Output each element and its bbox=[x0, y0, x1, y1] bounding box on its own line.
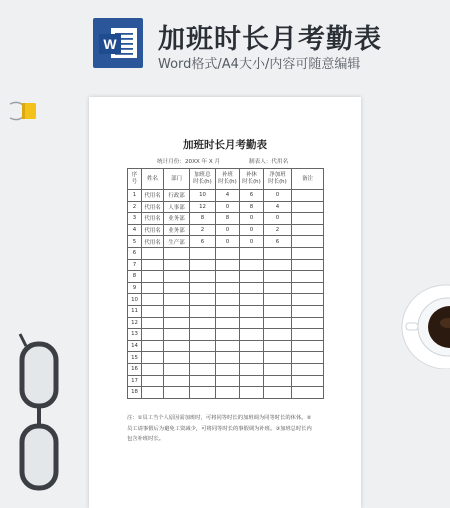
cell-overtime-total bbox=[190, 305, 216, 317]
cell-overtime-total bbox=[190, 259, 216, 271]
cell-comp-leave: 0 bbox=[240, 236, 264, 248]
cell-net-overtime bbox=[264, 247, 292, 259]
cell-remarks bbox=[292, 317, 324, 329]
cell-overtime-total: 2 bbox=[190, 224, 216, 236]
cell-dept bbox=[164, 352, 190, 364]
cell-overtime-total bbox=[190, 387, 216, 399]
cell-name: 代用名 bbox=[142, 201, 164, 213]
cell-index: 9 bbox=[128, 282, 142, 294]
cell-net-overtime bbox=[264, 282, 292, 294]
cell-dept bbox=[164, 329, 190, 341]
cell-dept: 人事部 bbox=[164, 201, 190, 213]
cell-index: 7 bbox=[128, 259, 142, 271]
cell-name: 代用名 bbox=[142, 224, 164, 236]
cell-remarks bbox=[292, 213, 324, 225]
overtime-table bbox=[127, 168, 324, 399]
cell-dept: 生产部 bbox=[164, 236, 190, 248]
cell-makeup-shift bbox=[216, 375, 240, 387]
cell-dept bbox=[164, 305, 190, 317]
cell-comp-leave bbox=[240, 387, 264, 399]
cell-comp-leave bbox=[240, 247, 264, 259]
cell-comp-leave: 6 bbox=[240, 190, 264, 202]
cell-makeup-shift: 4 bbox=[216, 190, 240, 202]
table-row bbox=[128, 387, 324, 399]
cell-net-overtime: 2 bbox=[264, 224, 292, 236]
cell-remarks bbox=[292, 363, 324, 375]
cell-makeup-shift bbox=[216, 352, 240, 364]
cell-overtime-total bbox=[190, 271, 216, 283]
cell-dept bbox=[164, 387, 190, 399]
document-page bbox=[89, 97, 361, 508]
cell-remarks bbox=[292, 282, 324, 294]
footnote-line: 包含补班时长。 bbox=[127, 436, 165, 442]
cell-net-overtime bbox=[264, 387, 292, 399]
table-row bbox=[128, 305, 324, 317]
cell-index: 3 bbox=[128, 213, 142, 225]
cell-comp-leave bbox=[240, 352, 264, 364]
table-row bbox=[128, 329, 324, 341]
stat-month: 统计月份：20XX 年 X 月 bbox=[157, 159, 221, 165]
cell-name bbox=[142, 329, 164, 341]
cell-name bbox=[142, 387, 164, 399]
cell-overtime-total: 6 bbox=[190, 236, 216, 248]
cell-overtime-total: 12 bbox=[190, 201, 216, 213]
cell-net-overtime bbox=[264, 294, 292, 306]
col-header: 加班总 时长(h) bbox=[190, 169, 216, 190]
table-row bbox=[128, 236, 324, 248]
cell-overtime-total bbox=[190, 317, 216, 329]
cell-name bbox=[142, 305, 164, 317]
cell-remarks bbox=[292, 340, 324, 352]
table-row bbox=[128, 224, 324, 236]
table-row bbox=[128, 340, 324, 352]
cell-comp-leave bbox=[240, 259, 264, 271]
cell-dept bbox=[164, 317, 190, 329]
table-row bbox=[128, 352, 324, 364]
cell-remarks bbox=[292, 294, 324, 306]
table-row bbox=[128, 259, 324, 271]
cell-comp-leave bbox=[240, 282, 264, 294]
cell-remarks bbox=[292, 387, 324, 399]
cell-makeup-shift bbox=[216, 340, 240, 352]
cell-index: 11 bbox=[128, 305, 142, 317]
cell-dept bbox=[164, 247, 190, 259]
cell-overtime-total bbox=[190, 340, 216, 352]
cell-name bbox=[142, 340, 164, 352]
cell-overtime-total bbox=[190, 375, 216, 387]
cell-name bbox=[142, 294, 164, 306]
cell-name bbox=[142, 363, 164, 375]
cell-net-overtime bbox=[264, 375, 292, 387]
cell-comp-leave bbox=[240, 271, 264, 283]
cell-name bbox=[142, 271, 164, 283]
cell-remarks bbox=[292, 375, 324, 387]
cell-index: 18 bbox=[128, 387, 142, 399]
cell-overtime-total bbox=[190, 329, 216, 341]
cell-remarks bbox=[292, 201, 324, 213]
cell-makeup-shift: 0 bbox=[216, 201, 240, 213]
cell-index: 4 bbox=[128, 224, 142, 236]
page-title: 加班时长月考勤表 bbox=[158, 24, 382, 55]
cell-makeup-shift: 8 bbox=[216, 213, 240, 225]
cell-name bbox=[142, 259, 164, 271]
cell-index: 12 bbox=[128, 317, 142, 329]
cell-remarks bbox=[292, 329, 324, 341]
cell-net-overtime bbox=[264, 271, 292, 283]
cell-dept bbox=[164, 271, 190, 283]
col-header: 姓名 bbox=[142, 169, 164, 190]
cell-comp-leave: 0 bbox=[240, 224, 264, 236]
banner bbox=[0, 0, 450, 80]
cell-makeup-shift bbox=[216, 294, 240, 306]
cell-makeup-shift bbox=[216, 363, 240, 375]
cell-net-overtime bbox=[264, 340, 292, 352]
cell-overtime-total: 8 bbox=[190, 213, 216, 225]
footnote-line: 注：①员工当个人原因需加班时，可将同等时长的加班调为同等时长的休休。② bbox=[127, 415, 312, 421]
cell-dept bbox=[164, 259, 190, 271]
col-header: 序 号 bbox=[128, 169, 142, 190]
cell-net-overtime: 0 bbox=[264, 213, 292, 225]
cell-overtime-total bbox=[190, 352, 216, 364]
table-row bbox=[128, 213, 324, 225]
table-row bbox=[128, 271, 324, 283]
cell-name: 代用名 bbox=[142, 236, 164, 248]
footnote-line: 员工请事假后为避免工资减少，可将同等时长的事假调为补班。③加班总时长内 bbox=[127, 425, 312, 432]
cell-remarks bbox=[292, 224, 324, 236]
cell-index: 14 bbox=[128, 340, 142, 352]
cell-makeup-shift bbox=[216, 271, 240, 283]
table-body bbox=[128, 190, 324, 399]
cell-makeup-shift bbox=[216, 387, 240, 399]
cell-overtime-total: 10 bbox=[190, 190, 216, 202]
cell-name: 代用名 bbox=[142, 190, 164, 202]
cell-net-overtime: 4 bbox=[264, 201, 292, 213]
cell-dept bbox=[164, 363, 190, 375]
table-row bbox=[128, 190, 324, 202]
cell-net-overtime bbox=[264, 305, 292, 317]
cell-comp-leave bbox=[240, 317, 264, 329]
col-header: 补休 时长(h) bbox=[240, 169, 264, 190]
word-document-icon bbox=[93, 18, 143, 68]
cell-net-overtime bbox=[264, 259, 292, 271]
cell-name bbox=[142, 317, 164, 329]
cell-name bbox=[142, 247, 164, 259]
cell-makeup-shift bbox=[216, 317, 240, 329]
cell-dept bbox=[164, 340, 190, 352]
cell-index: 1 bbox=[128, 190, 142, 202]
table-maker: 制表人：代用名 bbox=[249, 159, 289, 165]
cell-comp-leave bbox=[240, 329, 264, 341]
table-row bbox=[128, 201, 324, 213]
page-subtitle: Word格式/A4大小/内容可随意编辑 bbox=[158, 57, 361, 72]
cell-makeup-shift bbox=[216, 247, 240, 259]
cell-makeup-shift bbox=[216, 305, 240, 317]
table-row bbox=[128, 247, 324, 259]
svg-text:W: W bbox=[103, 36, 117, 52]
cell-net-overtime bbox=[264, 329, 292, 341]
table-row bbox=[128, 294, 324, 306]
cell-comp-leave bbox=[240, 363, 264, 375]
cell-name bbox=[142, 282, 164, 294]
cell-comp-leave bbox=[240, 375, 264, 387]
cell-index: 6 bbox=[128, 247, 142, 259]
cell-name bbox=[142, 375, 164, 387]
cell-dept bbox=[164, 294, 190, 306]
cell-remarks bbox=[292, 236, 324, 248]
table-row bbox=[128, 282, 324, 294]
col-header: 部门 bbox=[164, 169, 190, 190]
table-row bbox=[128, 317, 324, 329]
cell-index: 2 bbox=[128, 201, 142, 213]
cell-name bbox=[142, 352, 164, 364]
col-header: 备注 bbox=[292, 169, 324, 190]
cell-net-overtime bbox=[264, 317, 292, 329]
cell-overtime-total bbox=[190, 247, 216, 259]
cell-makeup-shift bbox=[216, 259, 240, 271]
eyeglasses-icon bbox=[12, 330, 68, 500]
cell-comp-leave: 0 bbox=[240, 213, 264, 225]
cell-comp-leave bbox=[240, 305, 264, 317]
cell-comp-leave bbox=[240, 294, 264, 306]
cell-remarks bbox=[292, 259, 324, 271]
cell-net-overtime bbox=[264, 363, 292, 375]
cell-index: 15 bbox=[128, 352, 142, 364]
cell-remarks bbox=[292, 271, 324, 283]
cell-net-overtime: 0 bbox=[264, 190, 292, 202]
table-row bbox=[128, 375, 324, 387]
cell-index: 8 bbox=[128, 271, 142, 283]
cell-index: 13 bbox=[128, 329, 142, 341]
cell-index: 17 bbox=[128, 375, 142, 387]
cell-dept: 行政部 bbox=[164, 190, 190, 202]
footnote bbox=[127, 413, 325, 445]
cell-makeup-shift: 0 bbox=[216, 236, 240, 248]
cell-comp-leave bbox=[240, 340, 264, 352]
col-header: 净加班 时长(h) bbox=[264, 169, 292, 190]
cell-dept bbox=[164, 282, 190, 294]
cell-net-overtime bbox=[264, 352, 292, 364]
cell-remarks bbox=[292, 190, 324, 202]
table-header-row bbox=[128, 169, 324, 190]
cell-makeup-shift bbox=[216, 329, 240, 341]
cell-overtime-total bbox=[190, 363, 216, 375]
cell-index: 10 bbox=[128, 294, 142, 306]
table-row bbox=[128, 363, 324, 375]
cell-remarks bbox=[292, 352, 324, 364]
cell-name: 代用名 bbox=[142, 213, 164, 225]
cell-overtime-total bbox=[190, 294, 216, 306]
coffee-cup-icon bbox=[400, 283, 450, 369]
cell-makeup-shift bbox=[216, 282, 240, 294]
col-header: 补班 时长(h) bbox=[216, 169, 240, 190]
document-title: 加班时长月考勤表 bbox=[183, 139, 267, 151]
cell-net-overtime: 6 bbox=[264, 236, 292, 248]
cell-index: 5 bbox=[128, 236, 142, 248]
cell-index: 16 bbox=[128, 363, 142, 375]
cell-dept: 业务部 bbox=[164, 213, 190, 225]
cell-overtime-total bbox=[190, 282, 216, 294]
binder-clip-icon bbox=[8, 100, 38, 122]
cell-remarks bbox=[292, 247, 324, 259]
cell-dept: 业务部 bbox=[164, 224, 190, 236]
cell-comp-leave: 8 bbox=[240, 201, 264, 213]
cell-remarks bbox=[292, 305, 324, 317]
cell-dept bbox=[164, 375, 190, 387]
cell-makeup-shift: 0 bbox=[216, 224, 240, 236]
